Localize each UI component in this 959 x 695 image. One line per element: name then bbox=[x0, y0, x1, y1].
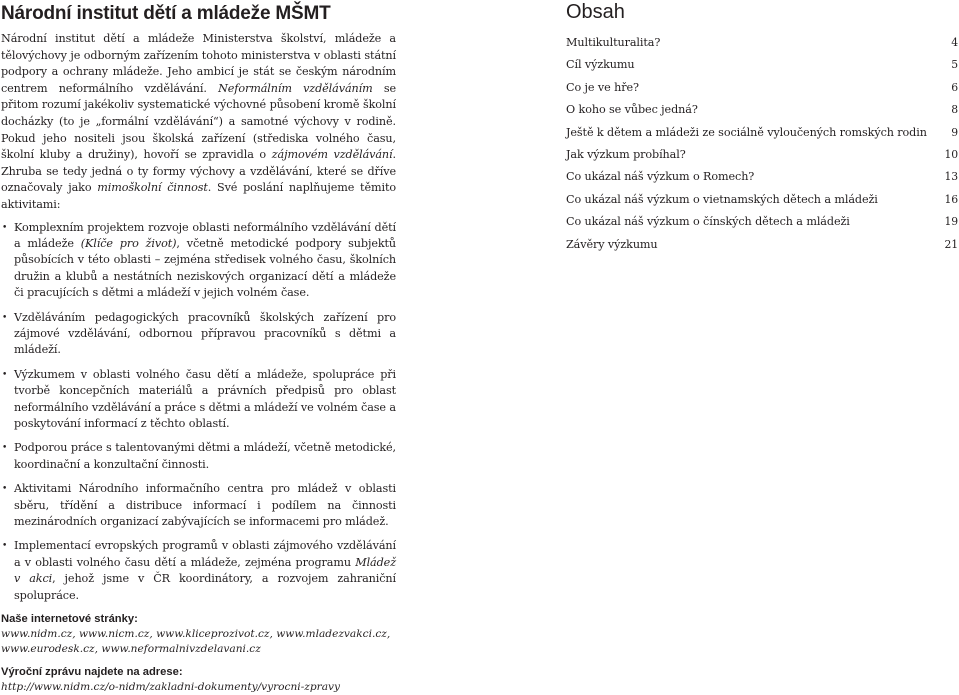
toc-entry[interactable] bbox=[566, 189, 958, 211]
institute-column bbox=[1, 0, 396, 695]
toc-entry-label: Co ukázal náš výzkum o vietnamských dětech a mládeži bbox=[566, 192, 878, 206]
toc-entry-page: 6 bbox=[951, 80, 958, 94]
toc-entry-page: 19 bbox=[944, 215, 958, 229]
toc-entry-page: 21 bbox=[944, 237, 958, 251]
toc-entry[interactable] bbox=[566, 32, 958, 54]
bullet-icon: • bbox=[2, 312, 8, 323]
activity-italic: Mládež v akci bbox=[14, 555, 396, 586]
activity-text: Aktivitami Národního informačního centra pro mládež v oblasti sběru, třídění a distribuce informací i podílem na činnosti mezinárodních organizací zabývajících se informacemi pro mládež. bbox=[14, 482, 396, 529]
toc-entry-page: 4 bbox=[951, 36, 958, 49]
list-item bbox=[1, 481, 396, 530]
bullet-icon: • bbox=[2, 222, 8, 233]
list-item bbox=[1, 367, 396, 433]
intro-term-mimoskolni: mimoškolní činnost bbox=[97, 181, 208, 195]
toc-list bbox=[566, 32, 958, 256]
activity-text-end: , jehož jsme v ČR koordinátory, a rozvojem zahraniční spolupráce. bbox=[14, 572, 396, 602]
bullet-icon: • bbox=[2, 369, 8, 380]
toc-entry-label: Ještě k dětem a mládeži ze sociálně vyloučených romských rodin bbox=[566, 125, 927, 139]
toc-entry-page: 8 bbox=[951, 103, 958, 117]
toc-entry[interactable] bbox=[566, 77, 958, 99]
activity-text: Implementací evropských programů v oblasti zájmového vzdělávání a v oblasti volného času dětí a mládeže, zejména programu bbox=[14, 539, 396, 569]
toc-entry-page: 16 bbox=[944, 192, 958, 206]
activity-italic: (Klíče pro život) bbox=[80, 236, 177, 250]
toc-entry-label: Co je ve hře? bbox=[566, 80, 639, 94]
toc-entry[interactable] bbox=[566, 234, 958, 256]
activity-text: Podporou práce s talentovanými dětmi a mládeží, včetně metodické, koordinační a konzultační činnosti. bbox=[14, 441, 396, 471]
bullet-icon: • bbox=[2, 443, 8, 454]
intro-text-4: . Své poslání naplňujeme těmito aktivitami: bbox=[1, 181, 396, 211]
intro-term-zajmove: zájmovém vzdělávání bbox=[271, 148, 393, 162]
report-link[interactable]: http://www.nidm.cz/o-nidm/zakladni-dokumenty/vyrocni-zpravy bbox=[1, 681, 340, 694]
toc-entry[interactable] bbox=[566, 166, 958, 188]
web-links-line-2[interactable]: www.eurodesk.cz, www.neformalnivzdelavani.cz bbox=[1, 643, 261, 656]
toc-column bbox=[566, 0, 958, 256]
toc-entry[interactable] bbox=[566, 122, 958, 144]
bullet-icon: • bbox=[2, 484, 8, 495]
list-item bbox=[1, 538, 396, 604]
toc-entry-label: O koho se vůbec jedná? bbox=[566, 103, 698, 117]
intro-text-3: . Zhruba se tedy jedná o ty formy výchovy a vzdělávání, které se dříve označovaly jako bbox=[1, 148, 396, 195]
toc-entry-label: Závěry výzkumu bbox=[566, 237, 658, 251]
toc-entry-page: 5 bbox=[951, 58, 958, 72]
list-item bbox=[1, 310, 396, 359]
toc-entry-label: Cíl výzkumu bbox=[566, 58, 635, 72]
toc-entry-label: Co ukázal náš výzkum o čínských dětech a mládeži bbox=[566, 215, 850, 229]
intro-text-2: se přitom rozumí jakékoliv systematické výchovné působení kromě školní docházky (to je „formální vzdělávání“) a samotné výchovy v rodině. Pokud jeho nositeli jsou školská zařízení (střediska volného času, školní kluby a družiny), hovoří se zpravidla o bbox=[1, 81, 396, 162]
toc-entry-label: Jak výzkum probíhal? bbox=[566, 148, 686, 162]
activities-list bbox=[1, 220, 396, 605]
toc-entry-page: 13 bbox=[944, 170, 958, 184]
activity-text: Komplexním projektem rozvoje oblasti neformálního vzdělávání dětí a mládeže bbox=[14, 220, 396, 250]
toc-entry-label: Multikulturalita? bbox=[566, 36, 661, 49]
toc-entry[interactable] bbox=[566, 99, 958, 121]
toc-entry[interactable] bbox=[566, 144, 958, 166]
list-item bbox=[1, 440, 396, 473]
activity-text-end: , včetně metodické podpory subjektů působících v této oblasti – zejména středisek volného času, školních družin a klubů a nestátních neziskových organizací dětí a mládeže či pracujících s dětmi a mládeží v jejich volném čase. bbox=[14, 236, 397, 300]
web-links bbox=[1, 627, 396, 657]
toc-title: Obsah bbox=[566, 1, 625, 23]
web-heading: Naše internetové stránky: bbox=[1, 613, 138, 626]
web-links-line-1[interactable]: www.nidm.cz, www.nicm.cz, www.kliceprozivot.cz, www.mladezvakci.cz, bbox=[1, 628, 391, 641]
list-item bbox=[1, 220, 396, 302]
intro-text-1: Národní institut dětí a mládeže Ministerstva školství, mládeže a tělovýchovy je odborným zařízením tohoto ministerstva v oblasti státní podpory a ochrany mládeže. Jeho ambicí je stát se českým národním centrem neformálního vzdělávání. bbox=[1, 32, 396, 95]
toc-entry-page: 9 bbox=[951, 125, 958, 139]
intro-paragraph bbox=[1, 31, 396, 214]
activity-text: Výzkumem v oblasti volného času dětí a mládeže, spolupráce při tvorbě koncepčních materiálů a právních předpisů pro oblast neformálního vzdělávání a práce s dětmi a mládeží ve volném čase a poskytování informací z těchto oblastí. bbox=[14, 367, 396, 430]
activity-text: Vzděláváním pedagogických pracovníků školských zařízení pro zájmové vzdělávání, odbornou přípravou pracovníků s dětmi a mládeží. bbox=[14, 310, 396, 357]
toc-entry-page: 10 bbox=[944, 148, 958, 162]
report-heading: Výroční zprávu najdete na adrese: bbox=[1, 666, 183, 679]
toc-entry[interactable] bbox=[566, 54, 958, 76]
toc-entry-label: Co ukázal náš výzkum o Romech? bbox=[566, 170, 755, 184]
intro-term-neformalni: Neformálním vzděláváním bbox=[218, 81, 373, 95]
toc-entry[interactable] bbox=[566, 211, 958, 233]
institute-title: Národní institut dětí a mládeže MŠMT bbox=[1, 3, 331, 24]
bullet-icon: • bbox=[2, 541, 8, 552]
